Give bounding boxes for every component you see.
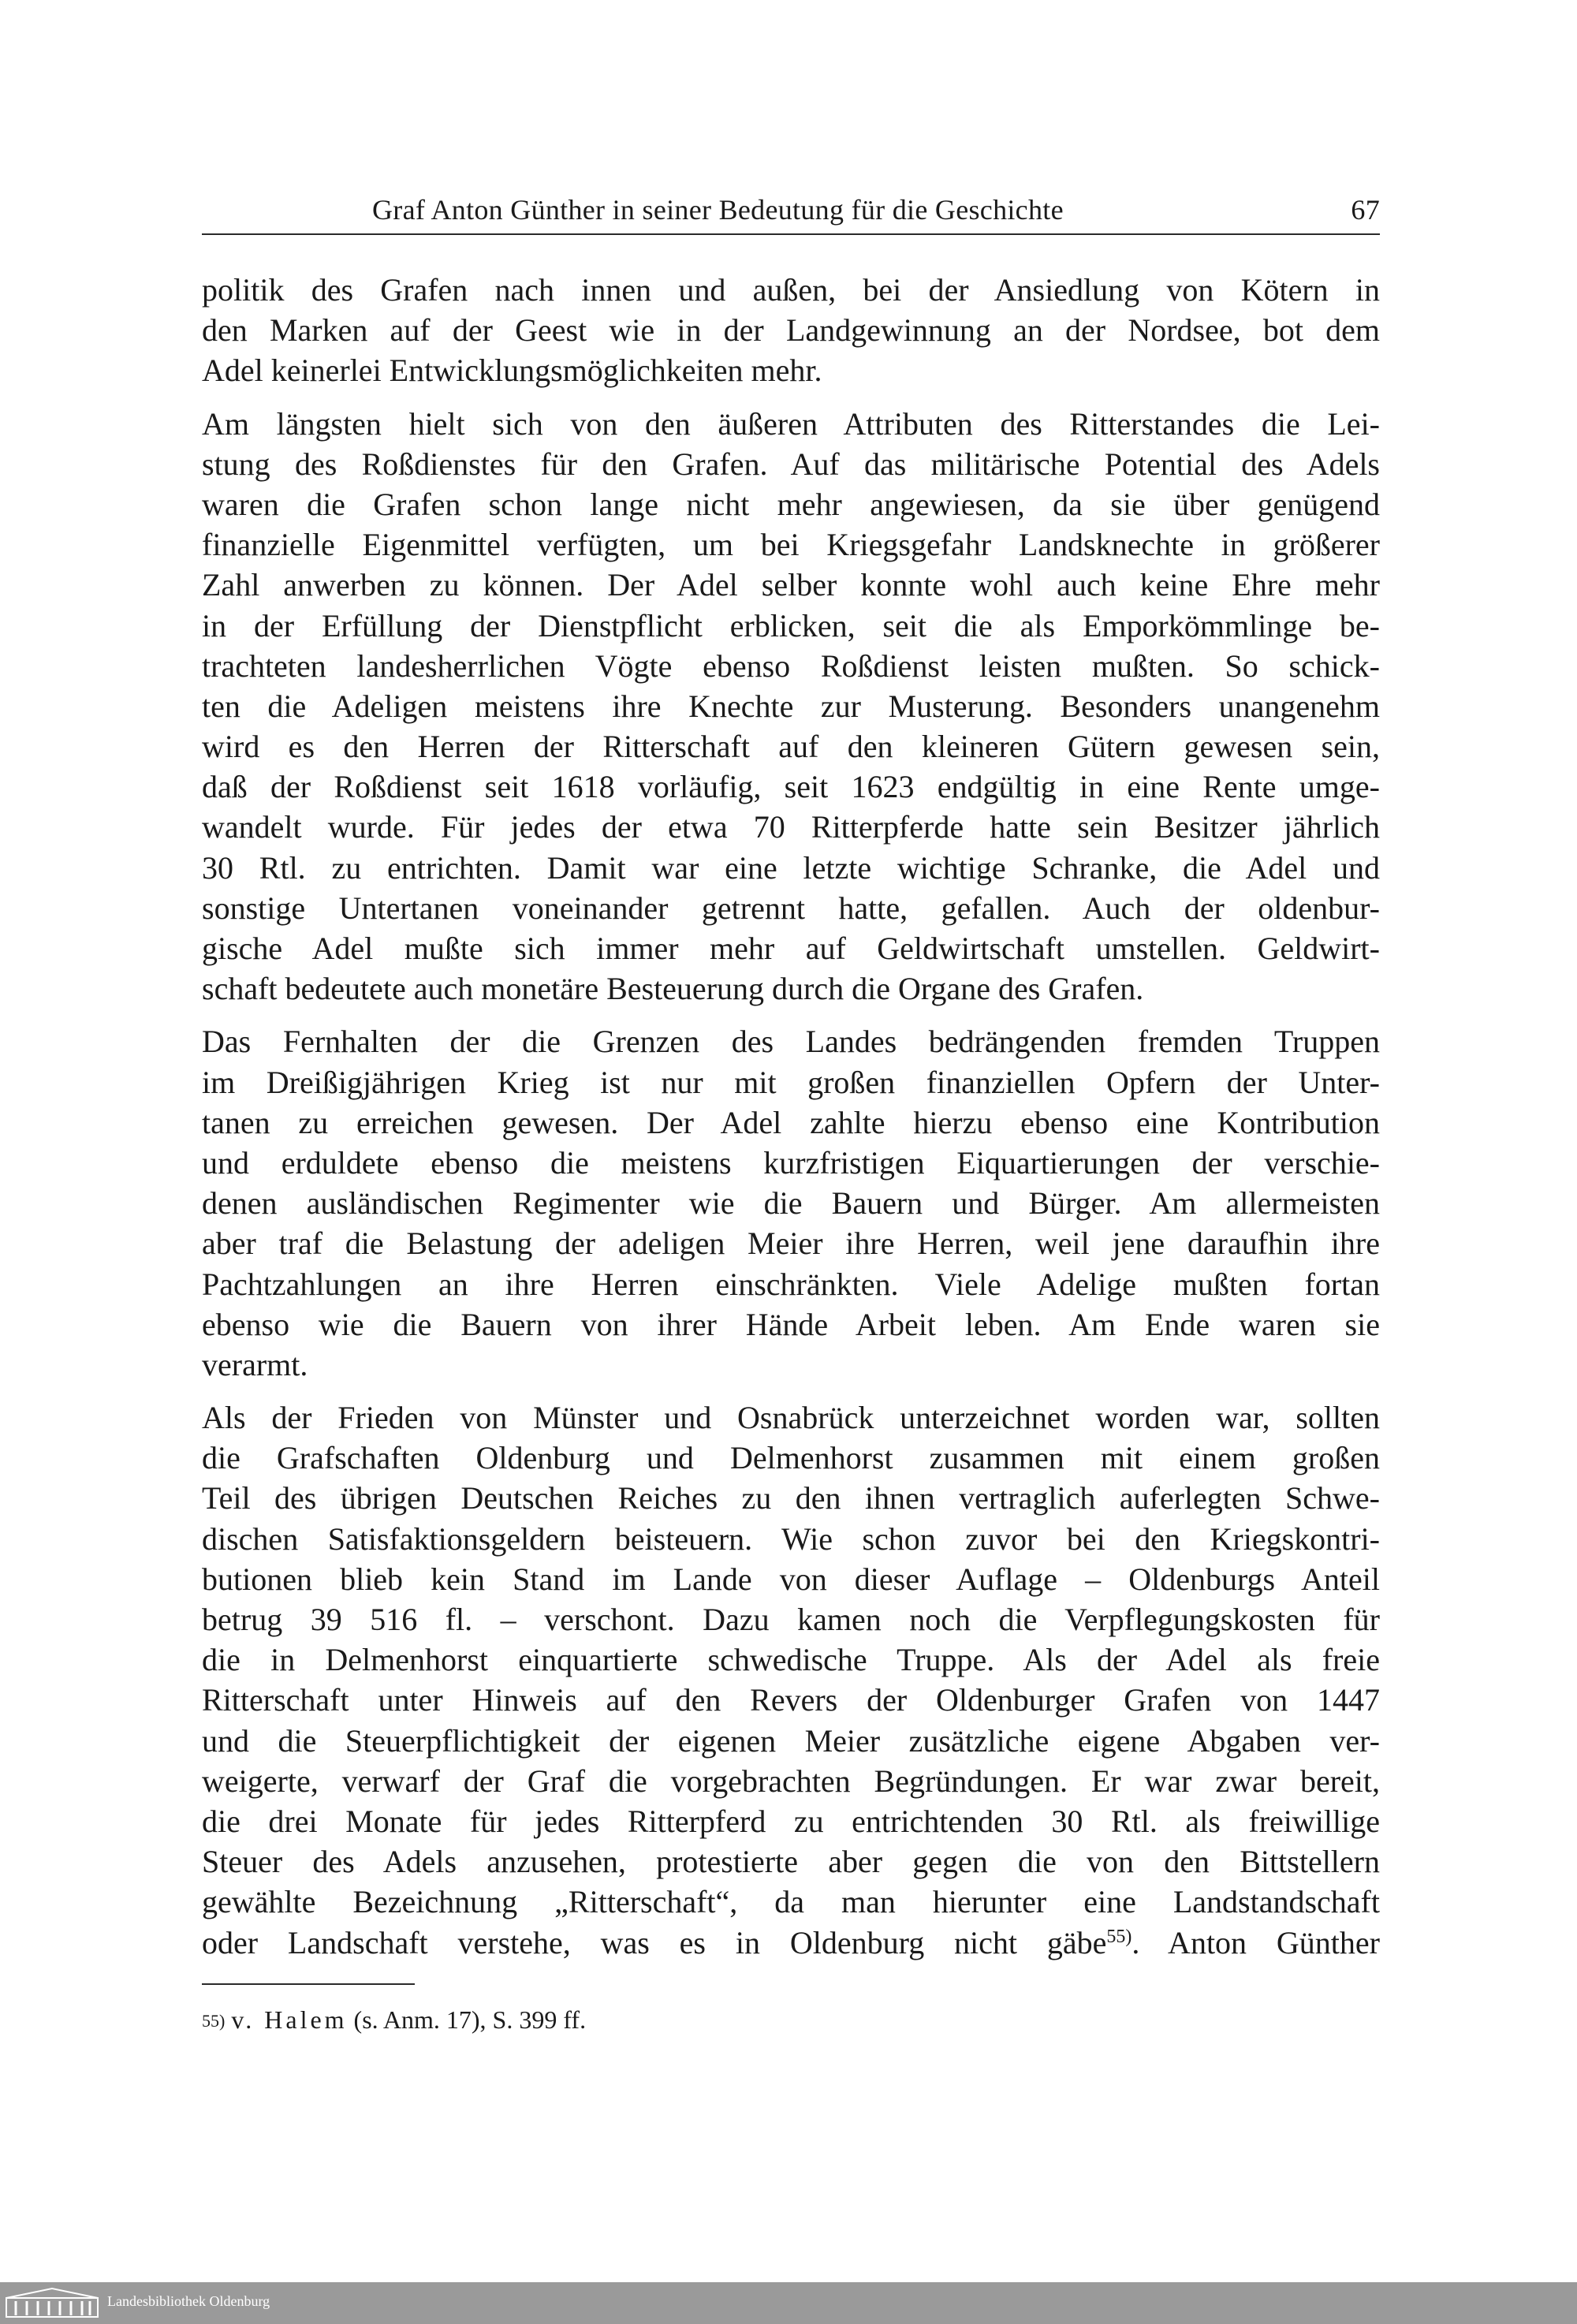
- last-line-tail: . Anton Günther: [1131, 1924, 1380, 1960]
- text-line: trachteten landesherrlichen Vögte ebenso Roßdienst leisten mußten. So schick-: [202, 647, 1380, 684]
- text-line: tanen zu erreichen gewesen. Der Adel zahlte hierzu ebenso eine Kontribution: [202, 1104, 1380, 1140]
- paragraph: [202, 1021, 1380, 1385]
- text-line: Teil des übrigen Deutschen Reiches zu den ihnen vertraglich auferlegten Schwe-: [202, 1480, 1380, 1516]
- text-line: verarmt.: [202, 1346, 308, 1382]
- body-text: [202, 270, 1380, 1963]
- text-line: sonstige Untertanen voneinander getrennt hatte, gefallen. Auch der oldenbur-: [202, 890, 1380, 926]
- text-line: Am längsten hielt sich von den äußeren Attributen des Ritterstandes die Lei-: [202, 405, 1380, 442]
- library-building-icon: [5, 2287, 99, 2318]
- text-line: Pachtzahlungen an ihre Herren einschränkten. Viele Adelige mußten fortan: [202, 1266, 1380, 1302]
- text-line: aber traf die Belastung der adeligen Meier ihre Herren, weil jene daraufhin ihre: [202, 1225, 1380, 1262]
- text-line: butionen blieb kein Stand im Lande von dieser Auflage – Oldenburgs Anteil: [202, 1561, 1380, 1597]
- text-line: weigerte, verwarf der Graf die vorgebrachten Begründungen. Er war zwar bereit,: [202, 1763, 1380, 1799]
- text-line: wandelt wurde. Für jedes der etwa 70 Ritterpferde hatte sein Besitzer jährlich: [202, 809, 1380, 845]
- text-line: Steuer des Adels anzusehen, protestierte aber gegen die von den Bittstellern: [202, 1844, 1380, 1880]
- running-title: Graf Anton Günther in seiner Bedeutung für die Geschichte: [372, 194, 1064, 226]
- text-line: in der Erfüllung der Dienstpflicht erblicken, seit die als Emporkömmlinge be-: [202, 607, 1380, 643]
- text-line: den Marken auf der Geest wie in der Landgewinnung an der Nordsee, bot dem: [202, 312, 1380, 349]
- text-line: Zahl anwerben zu können. Der Adel selber konnte wohl auch keine Ehre mehr: [202, 567, 1380, 603]
- text-line: politik des Grafen nach innen und außen, bei der Ansiedlung von Kötern in: [202, 272, 1380, 308]
- text-line: Als der Frieden von Münster und Osnabrück unterzeichnet worden war, sollten: [202, 1400, 1380, 1436]
- footnote-mark: 55): [202, 2010, 226, 2031]
- text-line: die in Delmenhorst einquartierte schwedische Truppe. Als der Adel als freie: [202, 1642, 1380, 1678]
- text-line: daß der Roßdienst seit 1618 vorläufig, seit 1623 endgültig in eine Rente umge-: [202, 769, 1380, 805]
- document-page: [202, 186, 1380, 2035]
- paragraph: [202, 1397, 1380, 1963]
- paragraph: [202, 270, 1380, 391]
- footnote-divider: [202, 1983, 415, 1985]
- text-line: ebenso wie die Bauern von ihrer Hände Arbeit leben. Am Ende waren sie: [202, 1306, 1380, 1342]
- text-line: und die Steuerpflichtigkeit der eigenen Meier zusätzliche eigene Abgaben ver-: [202, 1722, 1380, 1759]
- text-line: 30 Rtl. zu entrichten. Damit war eine letzte wichtige Schranke, die Adel und: [202, 849, 1380, 886]
- text-line: gewählte Bezeichnung „Ritterschaft“, da man hierunter eine Landstandschaft: [202, 1884, 1380, 1920]
- text-line: betrug 39 516 fl. – verschont. Dazu kamen noch die Verpflegungskosten für: [202, 1602, 1380, 1637]
- text-line: dischen Satisfaktionsgeldern beisteuern. Wie schon zuvor bei den Kriegskontri-: [202, 1520, 1380, 1557]
- text-line: Das Fernhalten der die Grenzen des Landes bedrängenden fremden Truppen: [202, 1024, 1380, 1060]
- text-line: wird es den Herren der Ritterschaft auf den kleineren Gütern gewesen sein,: [202, 729, 1380, 765]
- text-line: Ritterschaft unter Hinweis auf den Revers der Oldenburger Grafen von 1447: [202, 1682, 1380, 1718]
- text-line: ten die Adeligen meistens ihre Knechte zur Musterung. Besonders unangenehm: [202, 688, 1380, 724]
- paragraph: [202, 404, 1380, 1009]
- running-header: [202, 186, 1380, 235]
- text-line: stung des Roßdienstes für den Grafen. Auf das militärische Potential des Adels: [202, 446, 1380, 482]
- text-line: die drei Monate für jedes Ritterpferd zu entrichtenden 30 Rtl. als freiwillige: [202, 1803, 1380, 1839]
- footnote-author: v. Halem: [231, 2005, 348, 2034]
- text-line: die Grafschaften Oldenburg und Delmenhorst zusammen mit einem großen: [202, 1440, 1380, 1476]
- text-line: gische Adel mußte sich immer mehr auf Geldwirtschaft umstellen. Geldwirt-: [202, 931, 1380, 966]
- text-line: Adel keinerlei Entwicklungsmöglichkeiten mehr.: [202, 353, 822, 389]
- page-number: 67: [1351, 194, 1380, 226]
- footnote: [202, 2004, 1380, 2035]
- text-line: finanzielle Eigenmittel verfügten, um bei Kriegsgefahr Landsknechte in größerer: [202, 527, 1380, 563]
- library-name: Landesbibliothek Oldenburg: [107, 2293, 270, 2309]
- text-line: im Dreißigjährigen Krieg ist nur mit großen finanziellen Opfern der Unter-: [202, 1064, 1380, 1100]
- text-line: schaft bedeutete auch monetäre Besteuerung durch die Organe des Grafen.: [202, 971, 1144, 1007]
- text-line: und erduldete ebenso die meistens kurzfristigen Eiquartierungen der verschie-: [202, 1144, 1380, 1181]
- text-line: [202, 1923, 1380, 1963]
- text-line: denen ausländischen Regimenter wie die Bauern und Bürger. Am allermeisten: [202, 1185, 1380, 1222]
- last-line-text: oder Landschaft verstehe, was es in Oldenburg nicht gäbe: [202, 1924, 1107, 1960]
- footnote-reference[interactable]: 55): [1106, 1926, 1132, 1947]
- footer-bar: [0, 2282, 1577, 2324]
- text-line: waren die Grafen schon lange nicht mehr angewiesen, da sie über genügend: [202, 486, 1380, 522]
- footnote-text: (s. Anm. 17), S. 399 ff.: [347, 2005, 587, 2034]
